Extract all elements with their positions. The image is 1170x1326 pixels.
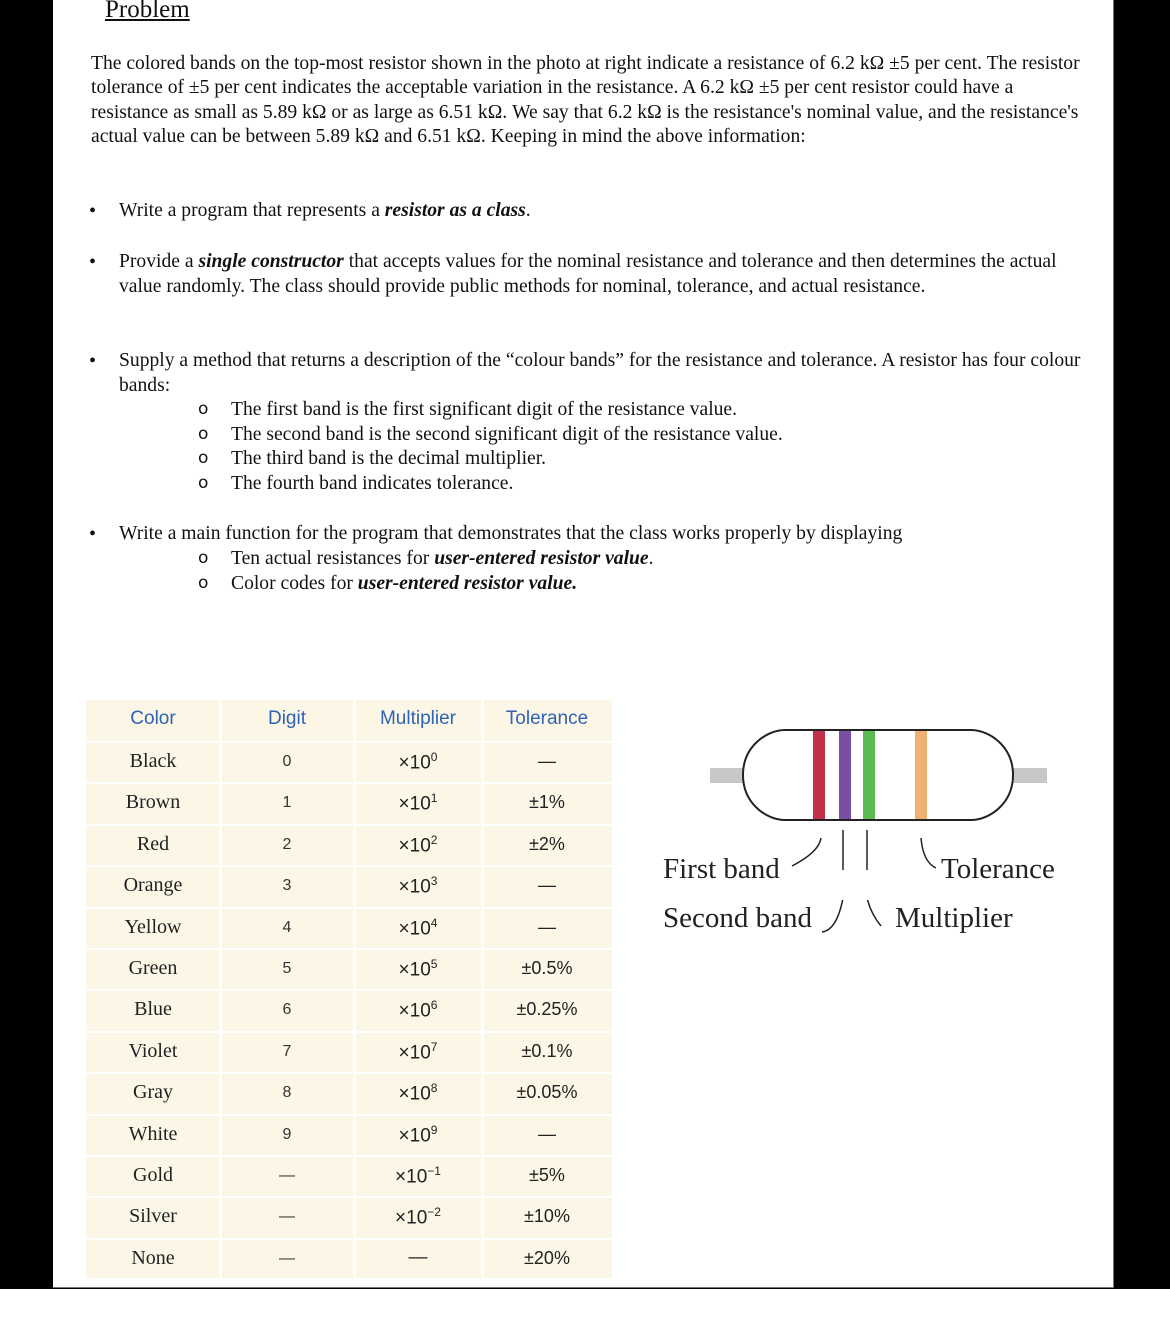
table-row-divider: [86, 741, 612, 743]
table-cell-color: Red: [136, 832, 170, 855]
first-band-pointer: [792, 838, 821, 866]
intro-paragraph: The colored bands on the top-most resistor shown in the photo at right indicate a resistance of 6.2 kΩ ±5 per cent. The resistor tolerance of ±5 per cent indicates the acceptable variation in the resistance. A 6.2 kΩ ±5 per cent resistor could have a resistance as small as 5.89 kΩ or as large as 6.51 kΩ. We say that 6.2 kΩ is the resistance's nominal value, and the resistance's actual value can be between 5.89 kΩ and 6.51 kΩ. Keeping in mind the above information:: [91, 53, 1080, 147]
multiplier-exponent: 5: [430, 957, 438, 971]
table-cell-tolerance: —: [538, 916, 556, 937]
table-cell-multiplier: $\times 10^3$: [398, 874, 438, 898]
table-cell-tolerance: ±1%: [529, 792, 565, 813]
right-frame: [1115, 0, 1170, 1289]
table-cell-multiplier: —: [408, 1246, 428, 1268]
table-cell-multiplier: $\times 10^2$: [398, 832, 438, 857]
table-cell-tolerance: ±2%: [529, 833, 565, 854]
table-cell-tolerance: ±0.25%: [516, 999, 578, 1020]
table-cell-digit: 7: [282, 1042, 292, 1060]
color-code-table: [86, 700, 612, 1278]
band-tolerance: [915, 731, 927, 819]
table-cell-tolerance: —: [538, 1123, 556, 1144]
sub-item: o The first band is the first significant digit of the resistance value.: [231, 398, 737, 423]
table-header-color: Color: [130, 708, 176, 729]
label-multiplier: Multiplier: [895, 902, 1013, 934]
resistor-lead-right: [1013, 768, 1047, 783]
table-cell-multiplier: $\times 10^{-1}$: [395, 1164, 441, 1188]
table-cell-multiplier: $\times 10^7$: [398, 1039, 438, 1064]
table-header-tolerance: Tolerance: [505, 708, 589, 729]
document-page: [53, 0, 1114, 1288]
table-row-divider: [86, 1196, 612, 1198]
lower-pointers: [819, 900, 909, 940]
table-cell-multiplier: $\times 10^6$: [398, 998, 438, 1022]
table-cell-color: Gold: [133, 1164, 173, 1186]
sub-item: o The third band is the decimal multiplier.: [231, 447, 546, 472]
table-cell-multiplier: $\times 10^1$: [398, 791, 438, 815]
table-cell-digit: 4: [282, 918, 292, 936]
multiplier-exponent: 2: [430, 832, 438, 847]
table-cell-color: None: [131, 1246, 175, 1269]
band-second: [839, 731, 851, 819]
multiplier-exponent: 4: [430, 915, 438, 930]
bullet-main-function: • Write a main function for the program that demonstrates that the class works properly by displaying: [119, 522, 1089, 547]
page-title: Problem: [105, 0, 190, 23]
bullet-constructor: • Provide a single constructor that accepts values for the nominal resistance and tolerance and then determines the actual value randomly. The class should provide public methods for nominal, tolerance, and actual resistance.: [119, 250, 1089, 299]
label-second-band: Second band: [663, 902, 812, 934]
table-cell-tolerance: —: [538, 875, 556, 896]
table-cell-color: Blue: [134, 998, 172, 1021]
multiplier-exponent: 0: [430, 750, 438, 764]
table-cell-multiplier: $\times 10^5$: [398, 957, 438, 981]
table-row-divider: [86, 1072, 612, 1074]
bullet-class: • Write a program that represents a resistor as a class.: [119, 199, 1089, 224]
sub-item: o The second band is the second significant digit of the resistance value.: [231, 423, 783, 448]
multiplier-exponent: 8: [430, 1081, 438, 1096]
multiplier-exponent: 9: [430, 1122, 438, 1137]
table-cell-digit: 2: [282, 835, 292, 853]
table-cell-digit: 3: [282, 877, 292, 895]
table-cell-color: Violet: [128, 1039, 178, 1062]
table-cell-color: Silver: [129, 1205, 177, 1228]
table-cell-digit: —: [279, 1208, 295, 1226]
sub-item: o Color codes for user-entered resistor value.: [231, 572, 577, 597]
table-cell-multiplier: $\times 10^8$: [398, 1081, 438, 1105]
sub-item: o Ten actual resistances for user-entered resistor value.: [231, 547, 654, 572]
table-cell-multiplier: $\times 10^0$: [398, 750, 438, 774]
table-row-divider: [86, 948, 612, 950]
label-tolerance: Tolerance: [941, 853, 1055, 885]
table-cell-color: Gray: [133, 1081, 173, 1104]
table-cell-multiplier: $\times 10^9$: [398, 1122, 438, 1146]
table-cell-color: Green: [128, 957, 178, 979]
bullet-colour-bands: • Supply a method that returns a description of the “colour bands” for the resistance and tolerance. A resistor has four colour bands:: [119, 349, 1089, 398]
table-row-divider: [86, 782, 612, 784]
table-row-divider: [86, 1031, 612, 1033]
table-cell-tolerance: ±20%: [524, 1247, 570, 1268]
sub-item: o The fourth band indicates tolerance.: [231, 472, 513, 497]
table-row-divider: [86, 1114, 612, 1116]
table-cell-digit: —: [279, 1249, 295, 1267]
label-first-band: First band: [663, 853, 780, 885]
table-cell-multiplier: $\times 10^4$: [398, 915, 438, 939]
tolerance-pointer: [921, 838, 936, 868]
resistor-lead-left: [710, 768, 744, 783]
table-cell-tolerance: ±5%: [529, 1165, 565, 1185]
left-frame: [0, 0, 53, 1289]
table-row-divider: [86, 824, 612, 826]
table-cell-tolerance: ±0.05%: [516, 1082, 578, 1103]
table-row-divider: [86, 1155, 612, 1157]
multiplier-exponent: −1: [427, 1164, 441, 1178]
table-cell-digit: 5: [282, 960, 292, 977]
table-cell-tolerance: ±0.1%: [521, 1040, 573, 1061]
table-cell-multiplier: $\times 10^{-2}$: [395, 1205, 441, 1229]
table-cell-color: Yellow: [124, 915, 182, 938]
band-multiplier: [863, 731, 875, 819]
table-cell-tolerance: ±10%: [524, 1206, 570, 1227]
multiplier-exponent: 3: [430, 874, 438, 889]
table-cell-tolerance: ±0.5%: [521, 958, 573, 978]
table-cell-digit: 0: [282, 753, 292, 770]
table-row-divider: [86, 865, 612, 867]
resistor-body: [743, 730, 1013, 820]
multiplier-exponent: 6: [430, 998, 438, 1013]
table-cell-color: Brown: [125, 791, 181, 814]
table-row-divider: [86, 1238, 612, 1240]
table-cell-digit: 1: [282, 794, 292, 812]
table-cell-color: Black: [129, 750, 177, 772]
table-cell-color: White: [128, 1122, 178, 1145]
table-cell-digit: 8: [282, 1084, 292, 1102]
table-header-digit: Digit: [267, 708, 306, 729]
resistor-diagram: [653, 720, 1073, 870]
table-header-multiplier: Multiplier: [379, 708, 457, 729]
table-row-divider: [86, 989, 612, 991]
band-first: [813, 731, 825, 819]
table-row-divider: [86, 907, 612, 909]
table-cell-digit: 6: [282, 1001, 292, 1019]
table-cell-digit: 9: [282, 1125, 292, 1143]
multiplier-exponent: 7: [430, 1039, 438, 1054]
multiplier-exponent: −2: [427, 1205, 441, 1220]
table-cell-digit: —: [279, 1167, 295, 1184]
multiplier-exponent: 1: [430, 791, 438, 806]
table-cell-tolerance: —: [538, 751, 556, 771]
page-bottom-margin: [0, 1289, 1170, 1326]
table-cell-color: Orange: [123, 874, 183, 897]
